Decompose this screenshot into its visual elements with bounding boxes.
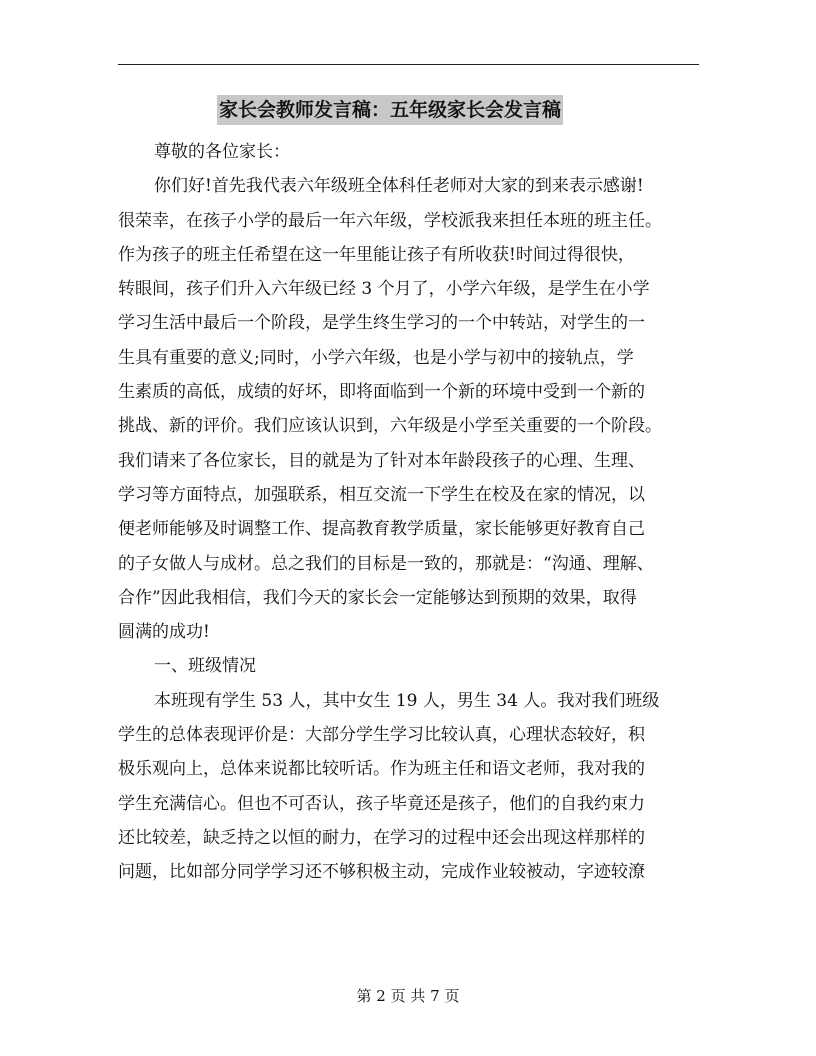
text-line: 的子女做人与成材。总之我们的目标是一致的，那就是：“沟通、理解、 bbox=[118, 553, 654, 574]
text-line: 一、班级情况 bbox=[154, 656, 256, 677]
text-line: 我们请来了各位家长，目的就是为了针对本年龄段孩子的心理、生理、 bbox=[118, 450, 645, 471]
document-body bbox=[118, 135, 703, 890]
text-line: 问题，比如部分同学学习还不够积极主动，完成作业较被动，字迹较潦 bbox=[118, 862, 645, 883]
page-footer: 第 2 页 共 7 页 bbox=[356, 987, 460, 1005]
text-line: 学生充满信心。但也不可否认，孩子毕竟还是孩子，他们的自我约束力 bbox=[118, 793, 645, 814]
header-rule bbox=[118, 64, 699, 65]
text-line: 圆满的成功! bbox=[118, 622, 210, 643]
text-line: 还比较差，缺乏持之以恒的耐力，在学习的过程中还会出现这样那样的 bbox=[118, 827, 645, 848]
text-line: 生素质的高低，成绩的好坏，即将面临到一个新的环境中受到一个新的 bbox=[118, 382, 645, 403]
text-line: 很荣幸，在孩子小学的最后一年六年级，学校派我来担任本班的班主任。 bbox=[118, 210, 662, 231]
text-line: 学习等方面特点，加强联系，相互交流一下学生在校及在家的情况，以 bbox=[118, 484, 645, 505]
text-line: 极乐观向上，总体来说都比较听话。作为班主任和语文老师，我对我的 bbox=[118, 759, 645, 780]
text-line: 便老师能够及时调整工作、提高教育教学质量，家长能够更好教育自己 bbox=[118, 519, 645, 540]
text-line: 本班现有学生 53 人，其中女生 19 人，男生 34 人。我对我们班级 bbox=[154, 690, 660, 711]
text-line: 学生的总体表现评价是：大部分学生学习比较认真，心理状态较好，积 bbox=[118, 725, 645, 746]
text-line: 转眼间，孩子们升入六年级已经 3 个月了，小学六年级，是学生在小学 bbox=[118, 279, 650, 300]
text-line: 你们好!首先我代表六年级班全体科任老师对大家的到来表示感谢! bbox=[154, 176, 644, 197]
text-line: 挑战、新的评价。我们应该认识到，六年级是小学至关重要的一个阶段。 bbox=[118, 416, 662, 437]
text-line: 合作”因此我相信，我们今天的家长会一定能够达到预期的效果，取得 bbox=[118, 587, 637, 608]
text-line: 学习生活中最后一个阶段，是学生终生学习的一个中转站，对学生的一 bbox=[118, 313, 645, 334]
text-line: 尊敬的各位家长： bbox=[154, 142, 290, 162]
document-title: 家长会教师发言稿：五年级家长会发言稿 bbox=[217, 95, 563, 125]
text-line: 作为孩子的班主任希望在这一年里能让孩子有所收获!时间过得很快， bbox=[118, 244, 635, 265]
text-line: 生具有重要的意义;同时，小学六年级，也是小学与初中的接轨点，学 bbox=[118, 347, 634, 368]
